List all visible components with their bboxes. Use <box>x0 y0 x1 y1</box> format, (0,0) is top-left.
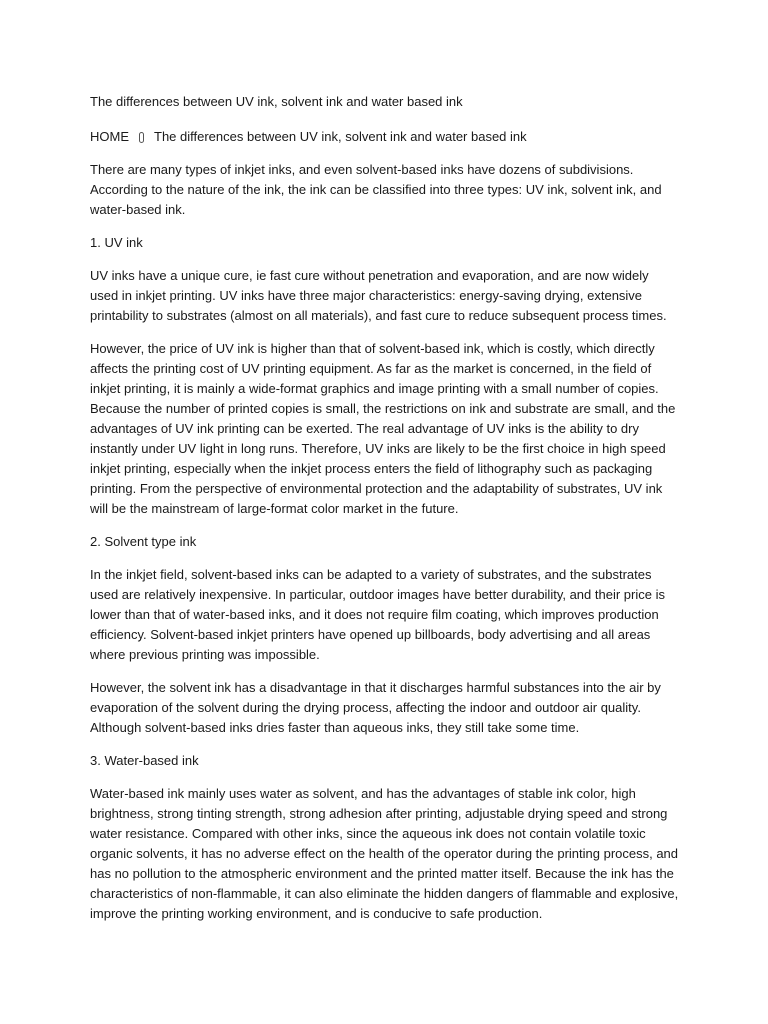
document-page <box>90 92 680 937</box>
breadcrumb-home-link[interactable]: HOME <box>90 129 129 144</box>
uv-ink-paragraph-2: However, the price of UV ink is higher than that of solvent-based ink, which is costly, which directly affects the printing cost of UV printing equipment. As far as the market is concerned, in the field of inkjet printing, it is mainly a wide-format graphics and image printing with a small number of copies. Because the number of printed copies is small, the restrictions on ink and substrate are small, and the advantages of UV ink printing can be exerted. The real advantage of UV inks is the ability to dry instantly under UV light in long runs. Therefore, UV inks are likely to be the first choice in high speed inkjet printing, especially when the inkjet process enters the field of lithography such as packaging printing. From the perspective of environmental protection and the adaptability of substrates, UV ink will be the mainstream of large-format color market in the future. <box>90 341 676 516</box>
section-heading-water-based-ink: 3. Water-based ink <box>90 753 199 768</box>
solvent-ink-paragraph-1: In the inkjet field, solvent-based inks can be adapted to a variety of substrates, and the substrates used are relatively inexpensive. In particular, outdoor images have better durability, and their price is lower than that of water-based inks, and it does not require film coating, which improves production efficiency. Solvent-based inkjet printers have opened up billboards, body advertising and all areas where previous printing was impossible. <box>90 567 665 662</box>
document-title: The differences between UV ink, solvent ink and water based ink <box>90 94 463 109</box>
breadcrumb-separator-icon <box>139 132 144 143</box>
uv-ink-paragraph-1: UV inks have a unique cure, ie fast cure without penetration and evaporation, and are now widely used in inkjet printing. UV inks have three major characteristics: energy-saving drying, extensive printability to substrates (almost on all materials), and fast cure to reduce subsequent process times. <box>90 268 667 323</box>
breadcrumb-current: The differences between UV ink, solvent ink and water based ink <box>154 129 527 144</box>
section-heading-uv-ink: 1. UV ink <box>90 235 143 250</box>
section-heading-solvent-ink: 2. Solvent type ink <box>90 534 197 549</box>
water-based-ink-paragraph-1: Water-based ink mainly uses water as solvent, and has the advantages of stable ink color, high brightness, strong tinting strength, strong adhesion after printing, adjustable drying speed and strong water resistance. Compared with other inks, since the aqueous ink does not contain volatile toxic organic solvents, it has no adverse effect on the health of the operator during the printing process, and has no pollution to the atmospheric environment and the printed matter itself. Because the ink has the characteristics of non-flammable, it can also eliminate the hidden dangers of flammable and explosive, improve the printing working environment, and is conducive to safe production. <box>90 786 679 921</box>
breadcrumb <box>90 127 680 147</box>
intro-paragraph: There are many types of inkjet inks, and even solvent-based inks have dozens of subdivisions. According to the nature of the ink, the ink can be classified into three types: UV ink, solvent ink, and water-based ink. <box>90 162 662 217</box>
solvent-ink-paragraph-2: However, the solvent ink has a disadvantage in that it discharges harmful substances into the air by evaporation of the solvent during the drying process, affecting the indoor and outdoor air quality. Although solvent-based inks dries faster than aqueous inks, they still take some time. <box>90 680 661 735</box>
